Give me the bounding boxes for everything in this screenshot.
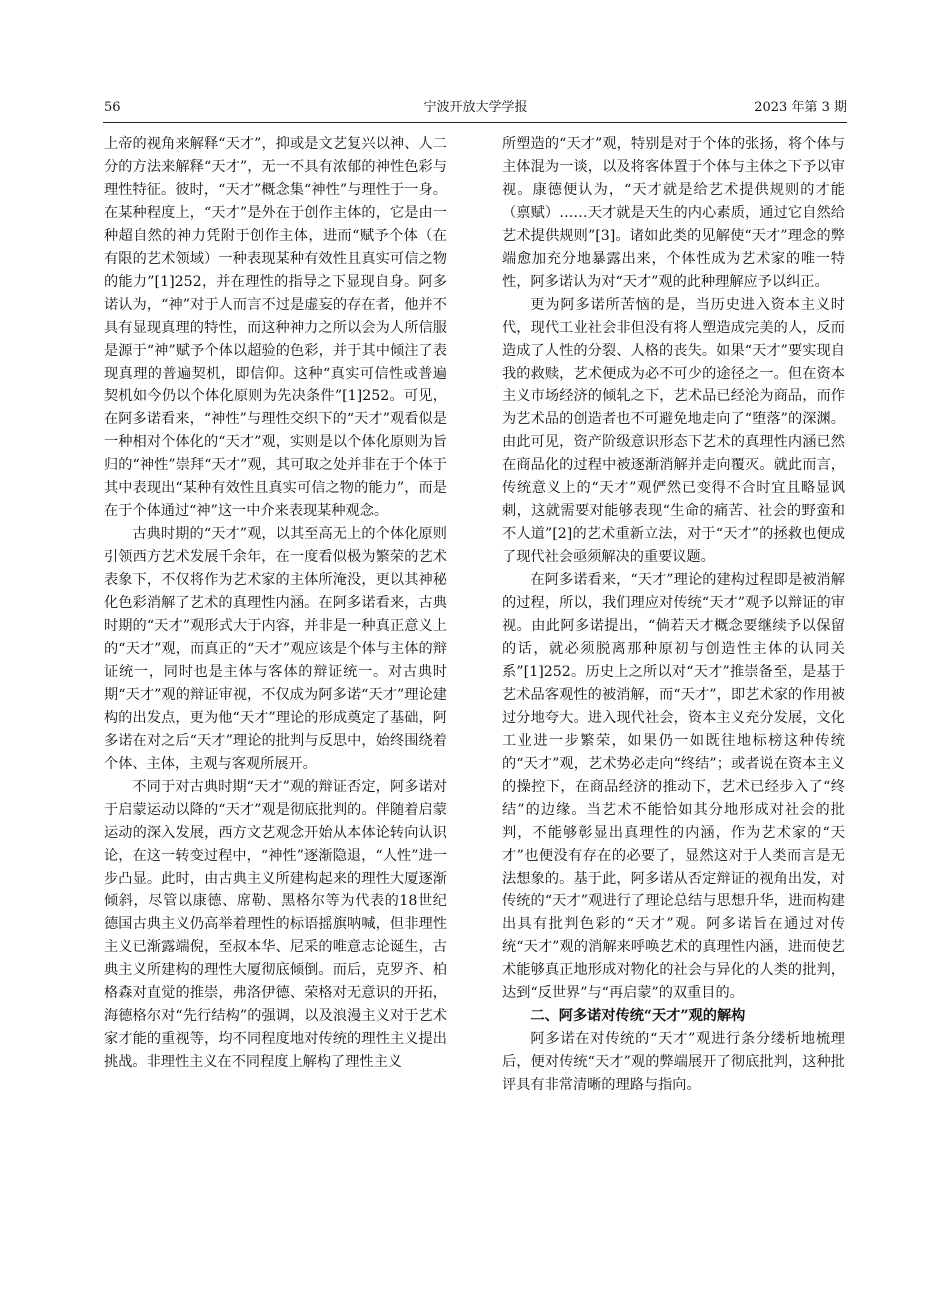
left-column — [104, 133, 447, 1074]
paragraph: 古典时期的“天才”观，以其至高无上的个体化原则引领西方艺术发展千余年，在一度看似极为繁荣的艺术表象下，不仅将作为艺术家的主体所淹没，更以其神秘化色彩消解了艺术的真理性内涵。在阿多诺看来，古典时期的“天才”观形式大于内容，并非是一种真正意义上的“天才”观，而真正的“天才”观应该是个体与主体的辩证统一，同时也是主体与客体的辩证统一。对古典时期“天才”观的辩证审视，不仅成为阿多诺“天才”理论建构的出发点，更为他“天才”理论的形成奠定了基础，阿多诺在对之后“天才”理论的批判与反思中，始终围绕着个体、主体，主观与客观所展开。 — [104, 526, 447, 772]
page-number: 56 — [104, 100, 121, 115]
paragraph: 所塑造的“天才”观，特别是对于个体的张扬，将个体与主体混为一谈，以及将客体置于个体与主体之下予以审视。康德便认为，“天才就是给艺术提供规则的才能（禀赋）……天才就是天生的内心素质，通过它自然给艺术提供规则”[3]。诸如此类的见解使“天才”理念的弊端愈加充分地暴露出来，个体性成为艺术家的唯一特性，阿多诺认为对“天才”观的此种理解应予以纠正。 — [502, 136, 845, 290]
right-column — [502, 133, 845, 1097]
header-rule — [103, 122, 847, 123]
paragraph: 不同于对古典时期“天才”观的辩证否定，阿多诺对于启蒙运动以降的“天才”观是彻底批判的。伴随着启蒙运动的深入发展，西方文艺观念开始从本体论转向认识论，在这一转变过程中，“神性”逐渐隐退，“人性”进一步凸显。此时，由古典主义所建构起来的理性大厦逐渐倾斜，尽管以康德、席勒、黑格尔等为代表的18世纪德国古典主义仍高举着理性的标语摇旗呐喊，但非理性主义已渐露端倪，至叔本华、尼采的唯意志论诞生，古典主义所建构的理性大厦彻底倾倒。而后，克罗齐、柏格森对直觉的推崇，弗洛伊德、荣格对无意识的开拓，海德格尔对“先行结构”的强调，以及浪漫主义对于艺术家才能的重视等，均不同程度地对传统的理性主义提出挑战。非理性主义在不同程度上解构了理性主义 — [104, 778, 447, 1071]
paragraph: 阿多诺在对传统的“天才”观进行条分缕析地梳理后，便对传统“天才”观的弊端展开了彻底批判，这种批评具有非常清晰的理路与指向。 — [502, 1031, 845, 1094]
section-heading: 二、阿多诺对传统“天才”观的解构 — [530, 1008, 746, 1025]
journal-title: 宁波开放大学学报 — [423, 100, 528, 115]
paragraph: 上帝的视角来解释“天才”，抑或是文艺复兴以神、人二分的方法来解释“天才”，无一不具有浓郁的神性色彩与理性特征。彼时，“天才”概念集“神性”与理性于一身。在某种程度上，“天才”是外在于创作主体的，它是由一种超自然的神力凭附于创作主体，进而“赋予个体（在有限的艺术领域）一种表现某种有效性且真实可信之物的能力”[1]252，并在理性的指导之下显现自身。阿多诺认为，“神”对于人而言不过是虚妄的存在者，他并不具有显现真理的特性，而这种神力之所以会为人所信服是源于“神”赋予个体以超验的色彩，并于其中倾注了表现真理的普遍契机，即信仰。这种“真实可信性或普遍契机如今仍以个体化原则为先决条件”[1]252。可见，在阿多诺看来，“神性”与理性交织下的“天才”观看似是一种相对个体化的“天才”观，实则是以个体化原则为旨归的“神性”崇拜“天才”观，其可取之处并非在于个体于其中表现出“某种有效性且真实可信之物的能力”，而是在于个体通过“神”这一中介来表现某种观念。 — [104, 136, 447, 520]
issue-label: 2023 年第 3 期 — [754, 100, 847, 115]
paragraph: 在阿多诺看来，“天才”理论的建构过程即是被消解的过程，所以，我们理应对传统“天才”观予以辩证的审视。由此阿多诺提出，“倘若天才概念要继续予以保留的话，就必须脱离那种原初与创造性主体的认同关系”[1]252。历史上之所以对“天才”推崇备至，是基于艺术品客观性的被消解，而“天才”，即艺术家的作用被过分地夸大。进入现代社会，资本主义充分发展，文化工业进一步繁荣，如果仍一如既往地标榜这种传统的“天才”观，艺术势必走向“终结”；或者说在资本主义的操控下，在商品经济的推动下，艺术已经步入了“终结”的边缘。当艺术不能恰如其分地形成对社会的批判，不能够彰显出真理性的内涵，作为艺术家的“天才”也便没有存在的必要了，显然这对于人类而言是无法想象的。基于此，阿多诺从否定辩证的视角出发，对传统的“天才”观进行了理论总结与思想升华，进而构建出具有批判色彩的“天才”观。阿多诺旨在通过对传统“天才”观的消解来呼唤艺术的真理性内涵，进而使艺术能够真正地形成对物化的社会与异化的人类的批判，达到“反世界”与“再启蒙”的双重目的。 — [502, 572, 845, 1002]
running-header — [104, 96, 847, 120]
paragraph: 更为阿多诺所苦恼的是，当历史进入资本主义时代，现代工业社会非但没有将人塑造成完美的人，反而造成了人性的分裂、人格的丧失。如果“天才”要实现自我的救赎，艺术便成为必不可少的途径之一。但在资本主义市场经济的倾轧之下，艺术品已经沦为商品，而作为艺术品的创造者也不可避免地走向了“堕落”的深渊。由此可见，资产阶级意识形态下艺术的真理性内涵已然在商品化的过程中被逐渐消解并走向覆灭。就此而言，传统意义上的“天才”观俨然已变得不合时宜且略显讽刺，这就需要对能够表现“生命的痛苦、社会的野蛮和不人道”[2]的艺术重新立法，对于“天才”的拯救也便成了现代社会亟须解决的重要议题。 — [502, 296, 845, 566]
